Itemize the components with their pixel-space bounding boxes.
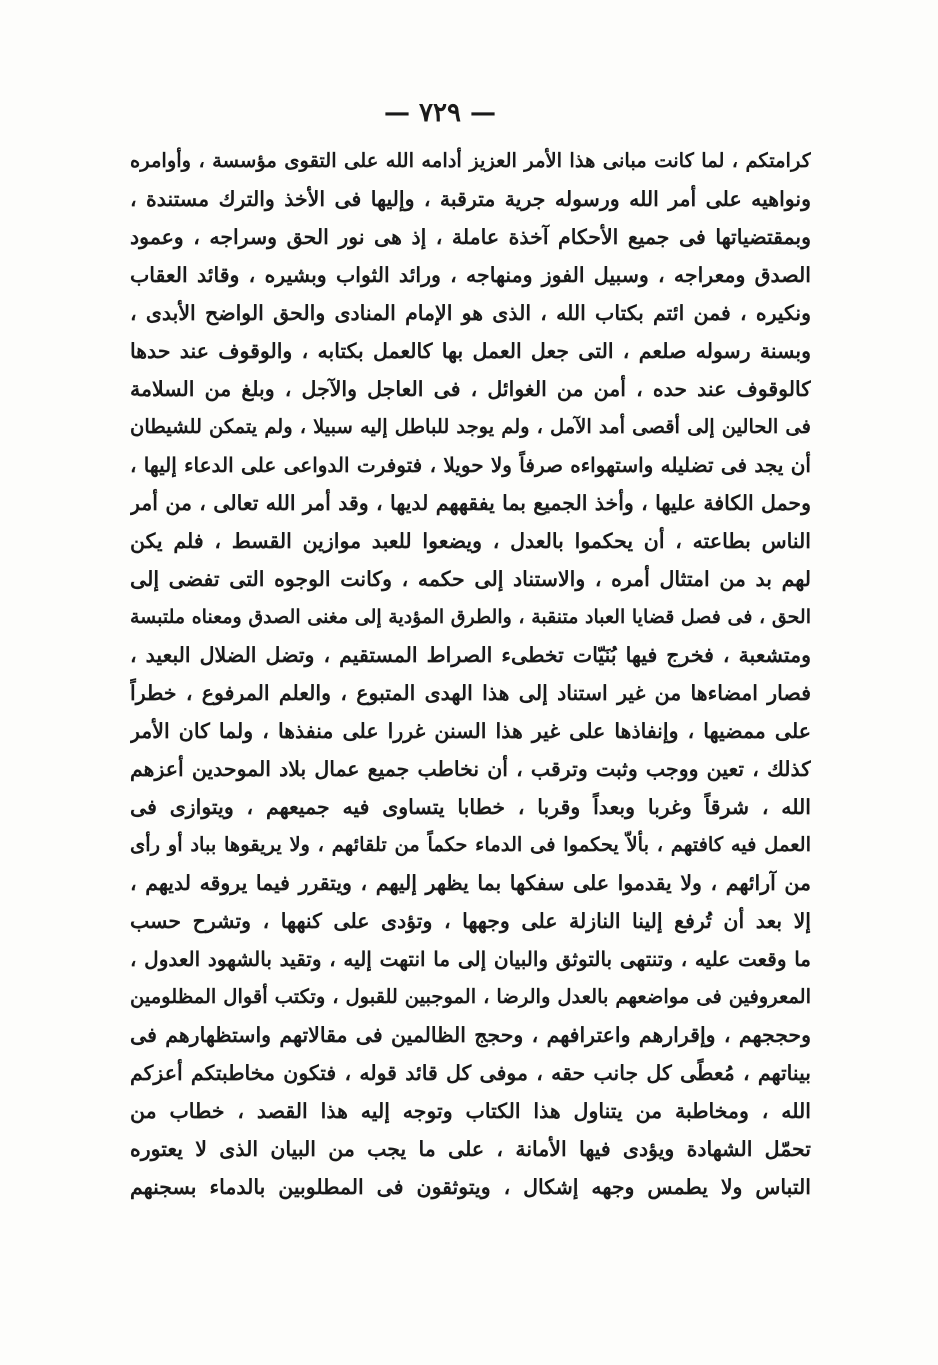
text-line: المعروفين فى مواضعهم بالعدل والرضا ، الموجبين للقبول ، وتكتب أقوال المظلومين xyxy=(130,985,811,1008)
text-line: الناس بطاعته ، أن يحكموا بالعدل ، ويضعوا للعبد موازين القسط ، فلم يكن xyxy=(130,529,811,553)
text-line: من آرائهم ، ولا يقدموا على سفكها بما يظهر إليهم ، ويتقرر فيما يروقه لديهم ، xyxy=(130,871,811,895)
text-line: إلا بعد أن تُرفع إلينا النازلة على وجهها ، وتؤدى على كنهها ، وتشرح حسب xyxy=(130,909,811,933)
text-line: كذلك ، تعين ووجب وثبت وترقب ، أن نخاطب جميع عمال بلاد الموحدين أعزهم xyxy=(130,757,811,781)
text-line: كرامتكم ، لما كانت مبانى هذا الأمر العزيز أدامه الله على التقوى مؤسسة ، وأوامره xyxy=(130,149,811,172)
text-line: الصدق ومعراجه ، وسبيل الفوز ومنهاجه ، ورائد الثواب وبشيره ، وقائد العقاب xyxy=(130,263,811,287)
text-line: لهم بد من امتثال أمره ، والاستناد إلى حكمه ، وكانت الوجوه التى تفضى إلى xyxy=(130,567,811,591)
text-line: العمل فيه كافتهم ، بألاّ يحكموا فى الدماء حكماً من تلقائهم ، ولا يريقوها بباد أو رأى xyxy=(130,833,811,856)
text-line: ومتشعبة ، فخرج فيها بُنَيّات تخطىء الصراط المستقيم ، وتضل الضلال البعيد ، xyxy=(130,643,811,667)
text-line: ونكيره ، فمن ائتم بكتاب الله ، الذى هو الإمام المنادى والحق الواضح الأبدى ، xyxy=(130,301,811,325)
page-number: — ٧٢٩ — xyxy=(383,98,497,128)
text-line: الله ، ومخاطبة من يتناول هذا الكتاب وتوجه إليه هذا القصد ، خطاب من xyxy=(130,1099,811,1123)
text-line: كالوقوف عند حده ، أمن من الغوائل ، فى العاجل والآجل ، وبلغ من السلامة xyxy=(130,377,811,401)
text-line: الله ، شرقاً وغربا وبعداً وقربا ، خطابا يتساوى فيه جميعهم ، ويتوازى فى xyxy=(130,795,811,819)
text-line: الحق ، فى فصل قضايا العباد متنقبة ، والطرق المؤدية إلى مغنى الصدق ومعناه ملتبسة xyxy=(130,606,811,628)
text-line: تحمّل الشهادة ويؤدى فيها الأمانة ، على ما يجب من البيان الذى لا يعتوره xyxy=(130,1137,811,1161)
text-line: ما وقعت عليه ، وتنتهى بالتوثق والبيان إلى ما انتهت إليه ، وتقيد بالشهود العدول ، xyxy=(130,947,811,971)
text-line: التباس ولا يطمس وجهه إشكال ، ويتوثقون فى المطلوبين بالدماء بسجنهم xyxy=(130,1175,811,1199)
text-line: وبسنة رسوله صلعم ، التى جعل العمل بها كالعمل بكتابه ، والوقوف عند حدها xyxy=(130,339,811,363)
text-line: وحججهم ، وإقرارهم واعترافهم ، وحجج الظالمين فى مقالاتهم واستظهارهم فى xyxy=(130,1023,811,1047)
text-line: على ممضيها ، وإنفاذها على غير هذا السنن غررا على منفذها ، ولما كان الأمر xyxy=(130,719,811,743)
text-line: فصار امضاءها من غير استناد إلى هذا الهدى المتبوع ، والعلم المرفوع ، خطراً xyxy=(130,681,811,705)
body-text xyxy=(130,142,811,1206)
text-line: وبمقتضياتها فى جميع الأحكام آخذة عاملة ، إذ هى نور الحق وسراجه ، وعمود xyxy=(130,225,811,249)
text-line: ونواهيه على أمر الله ورسوله جرية مترقبة ، وإليها فى الأخذ والترك مستندة ، xyxy=(130,187,811,211)
text-line: فى الحالين إلى أقصى أمد الآمل ، ولم يوجد للباطل إليه سبيلا ، ولم يتمكن للشيطان xyxy=(130,415,811,438)
text-line: بيناتهم ، مُعطًى كل جانب حقه ، موفى كل قائد قوله ، فتكون مخاطبتكم أعزكم xyxy=(130,1061,811,1085)
text-line: وحمل الكافة عليها ، وأخذ الجميع بما يفقههم لديها ، وقد أمر الله تعالى ، من أمر xyxy=(130,491,811,515)
text-line: أن يجد فى تضليله واستهواءه صرفاً ولا حويلا ، فتوفرت الدواعى على الدعاء إليها ، xyxy=(130,453,811,477)
